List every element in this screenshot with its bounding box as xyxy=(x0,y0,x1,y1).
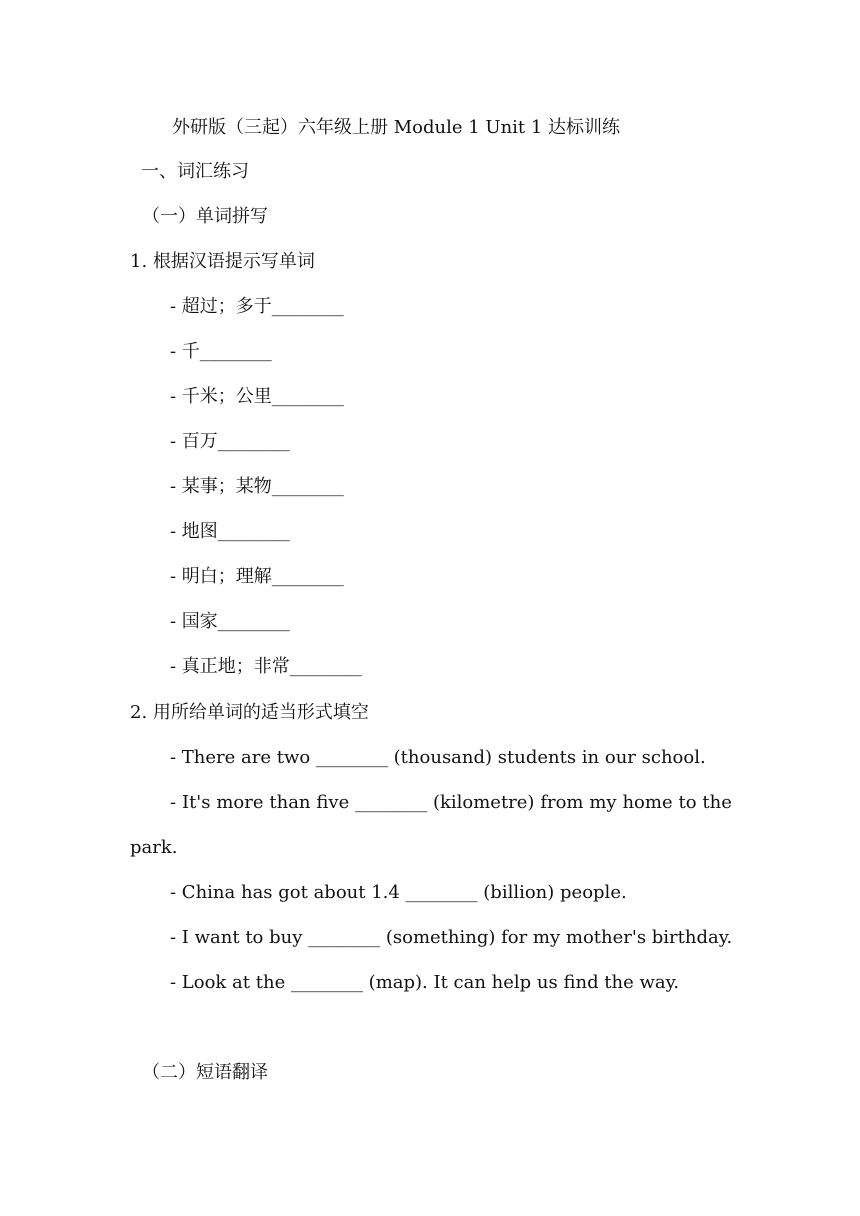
subsection-heading-spelling: （一）单词拼写 xyxy=(142,206,268,227)
question-1-title: 1. 根据汉语提示写单词 xyxy=(130,251,315,272)
q1-item: - 百万________ xyxy=(170,431,290,452)
q2-sentence: - There are two ________ (thousand) students in our school. xyxy=(170,747,706,768)
q2-sentence: - I want to buy ________ (something) for my mother's birthday. xyxy=(170,927,733,948)
q2-sentence: - China has got about 1.4 ________ (billion) people. xyxy=(170,882,627,903)
q2-word: to xyxy=(678,792,697,813)
q2-word: It's xyxy=(181,792,211,813)
q2-word: my xyxy=(589,792,617,813)
q2-word: more xyxy=(216,792,264,813)
q2-word: the xyxy=(702,792,732,813)
q2-word: (kilometre) xyxy=(432,792,535,813)
q1-item: - 地图________ xyxy=(170,521,290,542)
q2-word: ________ xyxy=(355,792,428,813)
q2-sentence-justified xyxy=(170,791,732,815)
q2-word: home xyxy=(622,792,673,813)
q1-item: - 超过；多于________ xyxy=(170,296,344,317)
subsection-heading-phrases: （二）短语翻译 xyxy=(142,1062,268,1083)
q1-item: - 千米；公里________ xyxy=(170,386,344,407)
q1-item: - 真正地；非常________ xyxy=(170,656,362,677)
q1-item: - 国家________ xyxy=(170,611,290,632)
q2-word: - xyxy=(170,792,177,813)
q1-item: - 某事；某物________ xyxy=(170,476,344,497)
q2-word: five xyxy=(316,792,350,813)
page-title: 外研版（三起）六年级上册 Module 1 Unit 1 达标训练 xyxy=(172,117,621,138)
q1-item: - 明白；理解________ xyxy=(170,566,344,587)
q2-sentence-continuation: park. xyxy=(130,837,178,858)
q1-item: - 千________ xyxy=(170,341,272,362)
q2-sentence: - Look at the ________ (map). It can help us find the way. xyxy=(170,972,680,993)
section-heading-vocabulary: 一、词汇练习 xyxy=(141,161,249,182)
q2-word: than xyxy=(269,792,311,813)
q2-word: from xyxy=(540,792,584,813)
question-2-title: 2. 用所给单词的适当形式填空 xyxy=(130,702,369,723)
